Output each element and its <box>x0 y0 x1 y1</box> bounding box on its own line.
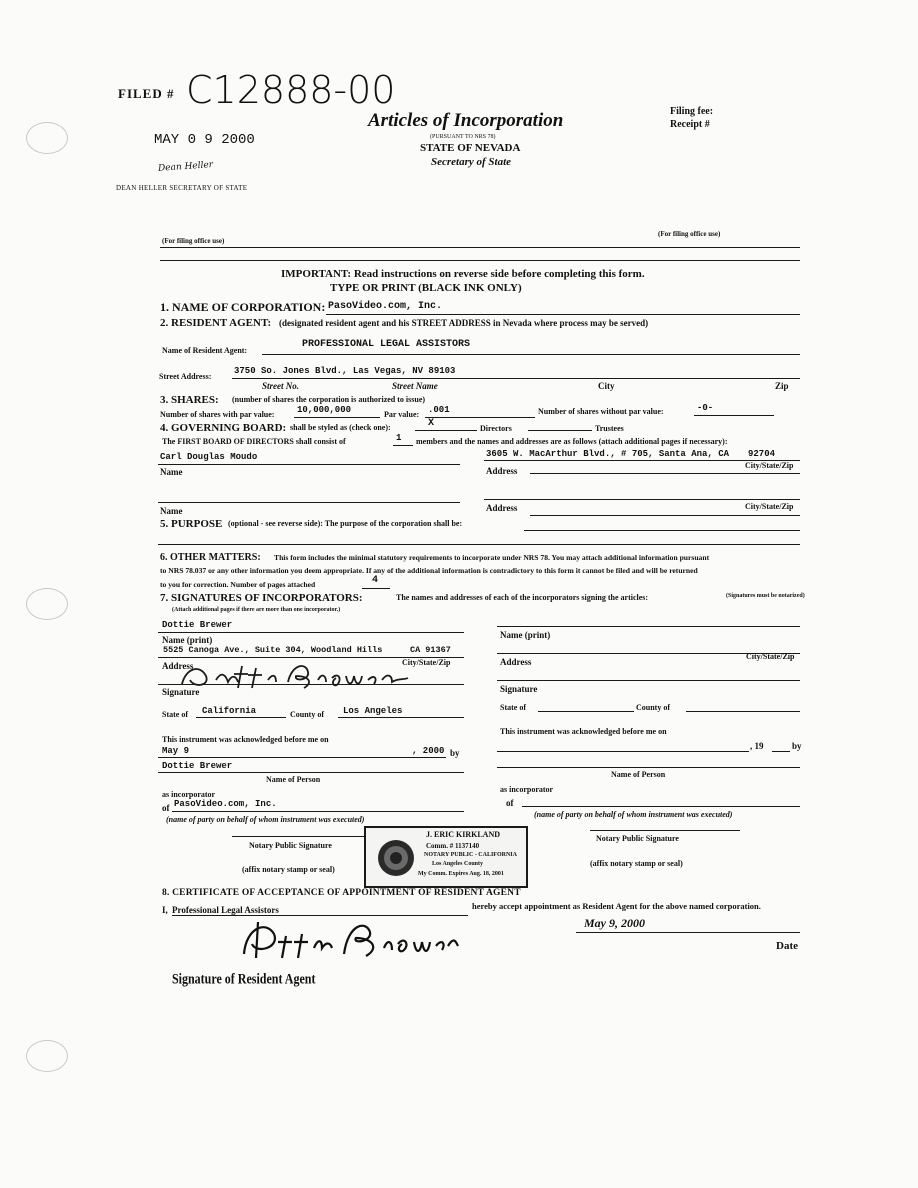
s3-note: (number of shares the corporation is authorized to issue) <box>232 395 426 404</box>
s8-date-value: May 9, 2000 <box>584 916 645 930</box>
signature-caption-right: Signature <box>500 684 538 694</box>
agent-name-label: Name of Resident Agent: <box>162 346 248 355</box>
of-right: of <box>506 798 514 808</box>
corporation-name: PasoVideo.com, Inc. <box>328 301 443 312</box>
seal-county: Los Angeles County <box>432 861 484 867</box>
filing-fee-label: Filing fee: <box>670 106 714 117</box>
notary-sig-rule-right <box>590 830 740 831</box>
notary-sig-caption-right: Notary Public Signature <box>596 834 679 843</box>
street-rule <box>232 378 800 379</box>
agent-rule <box>262 354 800 355</box>
s6-text-1: This form includes the minimal statutory requirements to incorporate under NRS 78. You may attach additional information pursuant <box>274 553 710 562</box>
street-label: Street Address: <box>159 372 212 381</box>
nopar-rule <box>694 415 774 416</box>
stamp-date: MAY 0 9 2000 <box>154 132 255 148</box>
s7-text: The names and addresses of each of the incorporators signing the articles: <box>396 593 649 602</box>
director-name: Carl Douglas Moudo <box>160 452 258 462</box>
ack-date-rule-left <box>158 757 446 758</box>
of-left: of <box>162 803 170 813</box>
incorporator-name: Dottie Brewer <box>162 620 233 630</box>
board-count: 1 <box>396 433 402 443</box>
s1-rule <box>326 314 800 315</box>
corp-rule-left <box>172 811 464 812</box>
incorporator-address: 5525 Canoga Ave., Suite 304, Woodland Hills <box>163 645 383 655</box>
filing-office-rule <box>160 247 800 248</box>
directors-label: Directors <box>480 424 512 433</box>
directors-rule <box>415 430 477 431</box>
seal-expiry: My Comm. Expires Aug. 18, 2001 <box>418 871 504 877</box>
filing-office-rule-2 <box>160 260 800 261</box>
ack-by-right: by <box>792 741 802 751</box>
s5-note: (optional - see reverse side): The purpose of the corporation shall be: <box>228 519 463 528</box>
pursuant-note: (PURSUANT TO NRS 78) <box>430 134 496 140</box>
state-name: STATE OF NEVADA <box>420 142 521 154</box>
state-rule-left <box>196 717 286 718</box>
ack-person-rule-right <box>497 767 800 768</box>
county-of-label-left: County of <box>290 710 325 719</box>
county-of-label-right: County of <box>636 703 671 712</box>
s6-text-3: to you for correction. Number of pages attached <box>160 580 316 589</box>
page-title: Articles of Incorporation <box>368 110 564 131</box>
name-print-caption-right: Name (print) <box>500 630 551 640</box>
s4-styled: shall be styled as (check one): <box>290 423 391 432</box>
nopar-value: -0- <box>697 403 714 413</box>
agent-name: PROFESSIONAL LEGAL ASSISTORS <box>302 339 471 350</box>
binder-hole-top <box>26 122 68 154</box>
s2-label: 2. RESIDENT AGENT: <box>160 317 272 329</box>
ack-by-left: by <box>450 748 460 758</box>
s8-date-label: Date <box>776 940 798 952</box>
county-value: Los Angeles <box>343 706 403 716</box>
trustees-label: Trustees <box>595 424 624 433</box>
s8-label: 8. CERTIFICATE OF ACCEPTANCE OF APPOINTMENT OF RESIDENT AGENT <box>162 888 521 898</box>
county-rule-left <box>338 717 464 718</box>
notary-sig-rule-left <box>232 836 372 837</box>
signature-rule-right <box>497 680 800 681</box>
s6-label: 6. OTHER MATTERS: <box>160 552 261 563</box>
corp-left: PasoVideo.com, Inc. <box>174 799 277 809</box>
name-rule-right <box>497 626 800 627</box>
seal-name: J. ERIC KIRKLAND <box>426 830 501 839</box>
par-shares-rule <box>294 417 380 418</box>
s8-date-rule <box>576 932 800 933</box>
inc-signature-rule <box>158 684 464 685</box>
secretary-of-state: Secretary of State <box>431 156 512 168</box>
s6-text-2: to NRS 78.037 or any other information you deem appropriate. If any of the additional information is contradictory to this form it cannot be filed and will be returned <box>160 566 698 575</box>
state-of-label-right: State of <box>500 703 526 712</box>
ack-person-rule-left <box>158 772 464 773</box>
ack-tail-right: , 19 <box>750 741 764 751</box>
csz-caption-1: City/State/Zip <box>745 461 794 470</box>
important-note: IMPORTANT: Read instructions on reverse side before completing this form. <box>281 268 645 280</box>
incorporator-csz: CA 91367 <box>410 645 451 655</box>
street-name-caption: Street Name <box>392 381 438 391</box>
s1-label: 1. NAME OF CORPORATION: <box>160 300 326 314</box>
s8-text: hereby accept appointment as Resident Agent for the above named corporation. <box>472 901 761 911</box>
first-board-text-b: members and the names and addresses are as follows (attach additional pages if necessary): <box>416 437 728 446</box>
s7-attach: (Attach additional pages if there are more than one incorporator.) <box>172 607 341 613</box>
signature-caption-left: Signature <box>162 687 200 697</box>
s7-note-right: (Signatures must be notarized) <box>726 593 805 599</box>
ack-year-rule-right <box>772 751 790 752</box>
party-caption-right: (name of party on behalf of whom instrument was executed) <box>534 810 733 819</box>
state-of-label-left: State of <box>162 710 188 719</box>
ack-text-left: This instrument was acknowledged before me on <box>162 735 329 744</box>
director2-name-rule <box>158 502 460 503</box>
board-check: X <box>428 418 435 429</box>
s8-agent: Professional Legal Assistors <box>172 905 279 915</box>
address-caption-1: Address <box>486 466 518 476</box>
binder-hole-bottom <box>26 1040 68 1072</box>
address-caption-right: Address <box>500 657 532 667</box>
name-print-caption-left: Name (print) <box>162 635 213 645</box>
ack-date-rule-right <box>497 751 749 752</box>
director-name-rule <box>158 464 460 465</box>
name-of-person-right: Name of Person <box>611 770 666 779</box>
s2-note: (designated resident agent and his STREET ADDRESS in Nevada where process may be served) <box>279 318 649 328</box>
inc-name-rule <box>158 632 464 633</box>
first-board-text-a: The FIRST BOARD OF DIRECTORS shall consist of <box>162 437 346 446</box>
name-caption-1: Name <box>160 467 183 477</box>
trustees-rule <box>528 430 592 431</box>
seal-comm: Comm. # 1137140 <box>426 842 480 850</box>
ack-date-left: May 9 <box>162 746 190 756</box>
director-csz-rule <box>530 473 800 474</box>
state-rule-right <box>538 711 634 712</box>
state-value: California <box>202 706 257 716</box>
nopar-label: Number of shares without par value: <box>538 407 664 416</box>
affix-caption-left: (affix notary stamp or seal) <box>242 865 335 874</box>
zip-caption: Zip <box>775 381 789 391</box>
receipt-label: Receipt # <box>670 119 710 130</box>
director-address: 3605 W. MacArthur Blvd., # 705, Santa Ana, CA <box>486 449 730 459</box>
pages-attached: 4 <box>372 575 379 586</box>
par-value-label: Par value: <box>384 410 420 419</box>
type-or-print-note: TYPE OR PRINT (BLACK INK ONLY) <box>330 282 522 294</box>
purpose-rule <box>524 530 800 531</box>
street-address: 3750 So. Jones Blvd., Las Vegas, NV 89103 <box>234 366 456 376</box>
party-caption-left: (name of party on behalf of whom instrument was executed) <box>166 815 365 824</box>
ack-year-left: , 2000 <box>412 746 445 756</box>
s3-label: 3. SHARES: <box>160 394 219 406</box>
csz-caption-2: City/State/Zip <box>745 502 794 511</box>
s8-i-label: I, <box>162 905 168 915</box>
filing-office-left: (For filing office use) <box>162 237 225 245</box>
address-caption-2: Address <box>486 503 518 513</box>
city-caption: City <box>598 381 615 391</box>
address-caption-left: Address <box>162 661 194 671</box>
par-value-rule <box>425 417 535 418</box>
ack-person-left: Dottie Brewer <box>162 761 233 771</box>
pages-rule <box>362 588 390 589</box>
seal-emblem-icon <box>376 838 416 878</box>
purpose-rule-2 <box>158 544 800 545</box>
s4-label: 4. GOVERNING BOARD: <box>160 422 287 434</box>
director2-csz-rule <box>530 515 800 516</box>
name-caption-2: Name <box>160 506 183 516</box>
filed-label: FILED # <box>118 86 175 101</box>
name-of-person-left: Name of Person <box>266 775 321 784</box>
csz-caption-right: City/State/Zip <box>746 652 795 661</box>
incorporator-signature <box>176 658 426 692</box>
stamp-office: DEAN HELLER SECRETARY OF STATE <box>116 184 248 192</box>
seal-title: NOTARY PUBLIC - CALIFORNIA <box>424 852 517 858</box>
csz-caption-left: City/State/Zip <box>402 658 451 667</box>
filing-office-right: (For filing office use) <box>658 230 721 238</box>
director-zip: 92704 <box>748 449 776 459</box>
par-shares-value: 10,000,000 <box>297 405 352 415</box>
director2-address-rule <box>484 499 800 500</box>
par-value: .001 <box>428 405 450 415</box>
corp-rule-right <box>522 806 800 807</box>
filed-number: C12888-00 <box>186 68 396 112</box>
par-shares-label: Number of shares with par value: <box>160 410 275 419</box>
as-incorporator-left: as incorporator <box>162 790 216 799</box>
affix-caption-right: (affix notary stamp or seal) <box>590 859 683 868</box>
county-rule-right <box>686 711 800 712</box>
stamp-signature: Dean Heller <box>157 160 214 174</box>
s7-label: 7. SIGNATURES OF INCORPORATORS: <box>160 592 363 604</box>
ack-text-right: This instrument was acknowledged before me on <box>500 727 667 736</box>
board-count-rule <box>393 445 413 446</box>
as-incorporator-right: as incorporator <box>500 785 554 794</box>
notary-seal <box>364 826 528 888</box>
binder-hole-middle <box>26 588 68 620</box>
resident-agent-signature <box>236 914 466 964</box>
s5-label: 5. PURPOSE <box>160 518 223 530</box>
notary-sig-caption-left: Notary Public Signature <box>249 841 332 850</box>
s8-signature-label: Signature of Resident Agent <box>172 970 316 988</box>
street-no-caption: Street No. <box>262 381 299 391</box>
